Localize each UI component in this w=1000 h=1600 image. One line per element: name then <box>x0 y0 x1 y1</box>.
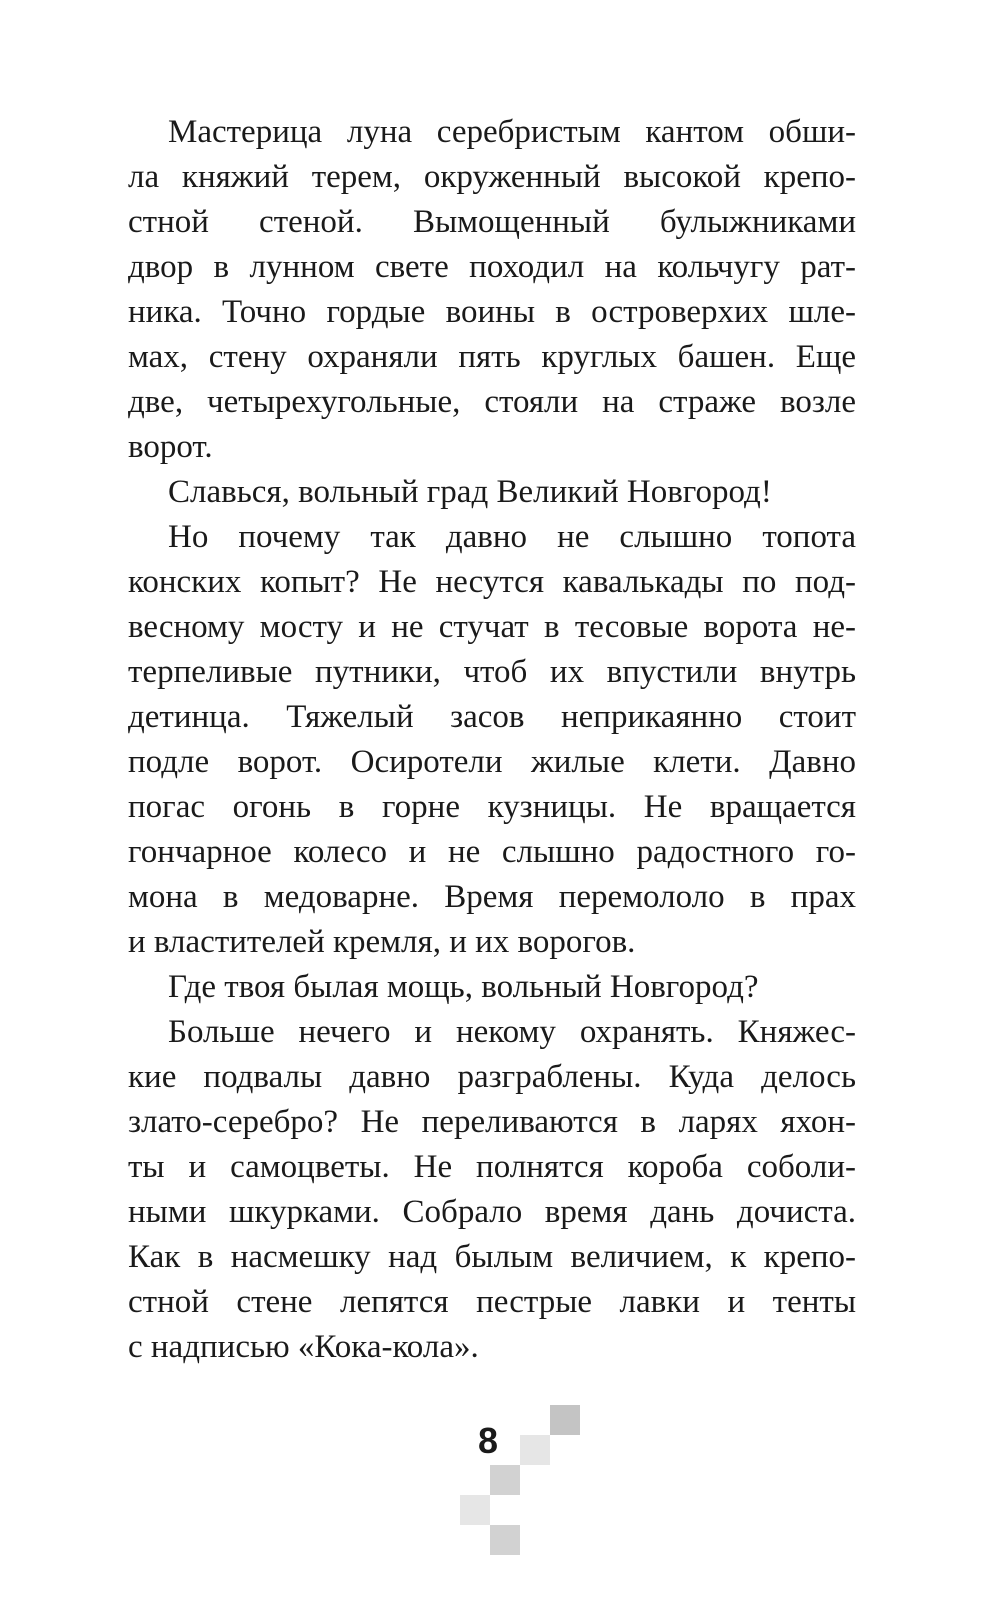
page-number: 8 <box>477 1420 499 1461</box>
text-line: злато-серебро? Не переливаются в ларях яхон- <box>128 1104 856 1140</box>
paragraph <box>128 515 856 965</box>
text-line: ворот. <box>128 429 213 465</box>
text-line: две, четырехугольные, стояли на страже возле <box>128 384 856 420</box>
paragraph <box>128 1010 856 1370</box>
body-text <box>128 110 856 1370</box>
text-line: и властителей кремля, и их ворогов. <box>128 924 636 960</box>
text-line: Больше нечего и некому охранять. Княжес- <box>168 1014 856 1050</box>
text-line: подле ворот. Осиротели жилые клети. Давно <box>128 744 856 780</box>
text-line: погас огонь в горне кузницы. Не вращается <box>128 789 856 825</box>
deco-square <box>490 1465 520 1495</box>
text-line: ты и самоцветы. Не полнятся короба соболи- <box>128 1149 856 1185</box>
deco-square <box>460 1495 490 1525</box>
text-line: ными шкурками. Собрало время дань дочиста. <box>128 1194 856 1230</box>
text-line: Где твоя былая мощь, вольный Новгород? <box>168 969 759 1005</box>
text-line: мона в медоварне. Время перемололо в прах <box>128 879 856 915</box>
text-line: весному мосту и не стучат в тесовые ворота не- <box>128 609 856 645</box>
text-line: стной стене лепятся пестрые лавки и тенты <box>128 1284 856 1320</box>
deco-square <box>520 1435 550 1465</box>
text-line: Славься, вольный град Великий Новгород! <box>168 474 772 510</box>
text-line: мах, стену охраняли пять круглых башен. Еще <box>128 339 856 375</box>
paragraph <box>128 470 856 515</box>
deco-square <box>490 1525 520 1555</box>
text-line: Мастерица луна серебристым кантом обши- <box>168 114 856 150</box>
paragraph <box>128 110 856 470</box>
text-line: двор в лунном свете походил на кольчугу рат- <box>128 249 856 285</box>
text-line: кие подвалы давно разграблены. Куда делось <box>128 1059 856 1095</box>
text-line: гончарное колесо и не слышно радостного го- <box>128 834 856 870</box>
text-line: Но почему так давно не слышно топота <box>168 519 856 555</box>
deco-square <box>550 1405 580 1435</box>
text-line: стной стеной. Вымощенный булыжниками <box>128 204 856 240</box>
text-line: терпеливые путники, чтоб их впустили внутрь <box>128 654 856 690</box>
text-line: детинца. Тяжелый засов неприкаянно стоит <box>128 699 856 735</box>
text-line: ла княжий терем, окруженный высокой крепо- <box>128 159 856 195</box>
text-line: Как в насмешку над былым величием, к крепо- <box>128 1239 856 1275</box>
text-line: с надписью «Кока-кола». <box>128 1329 479 1365</box>
text-line: ника. Точно гордые воины в островерхих шле- <box>128 294 856 330</box>
text-line: конских копыт? Не несутся кавалькады по под- <box>128 564 856 600</box>
paragraph <box>128 965 856 1010</box>
